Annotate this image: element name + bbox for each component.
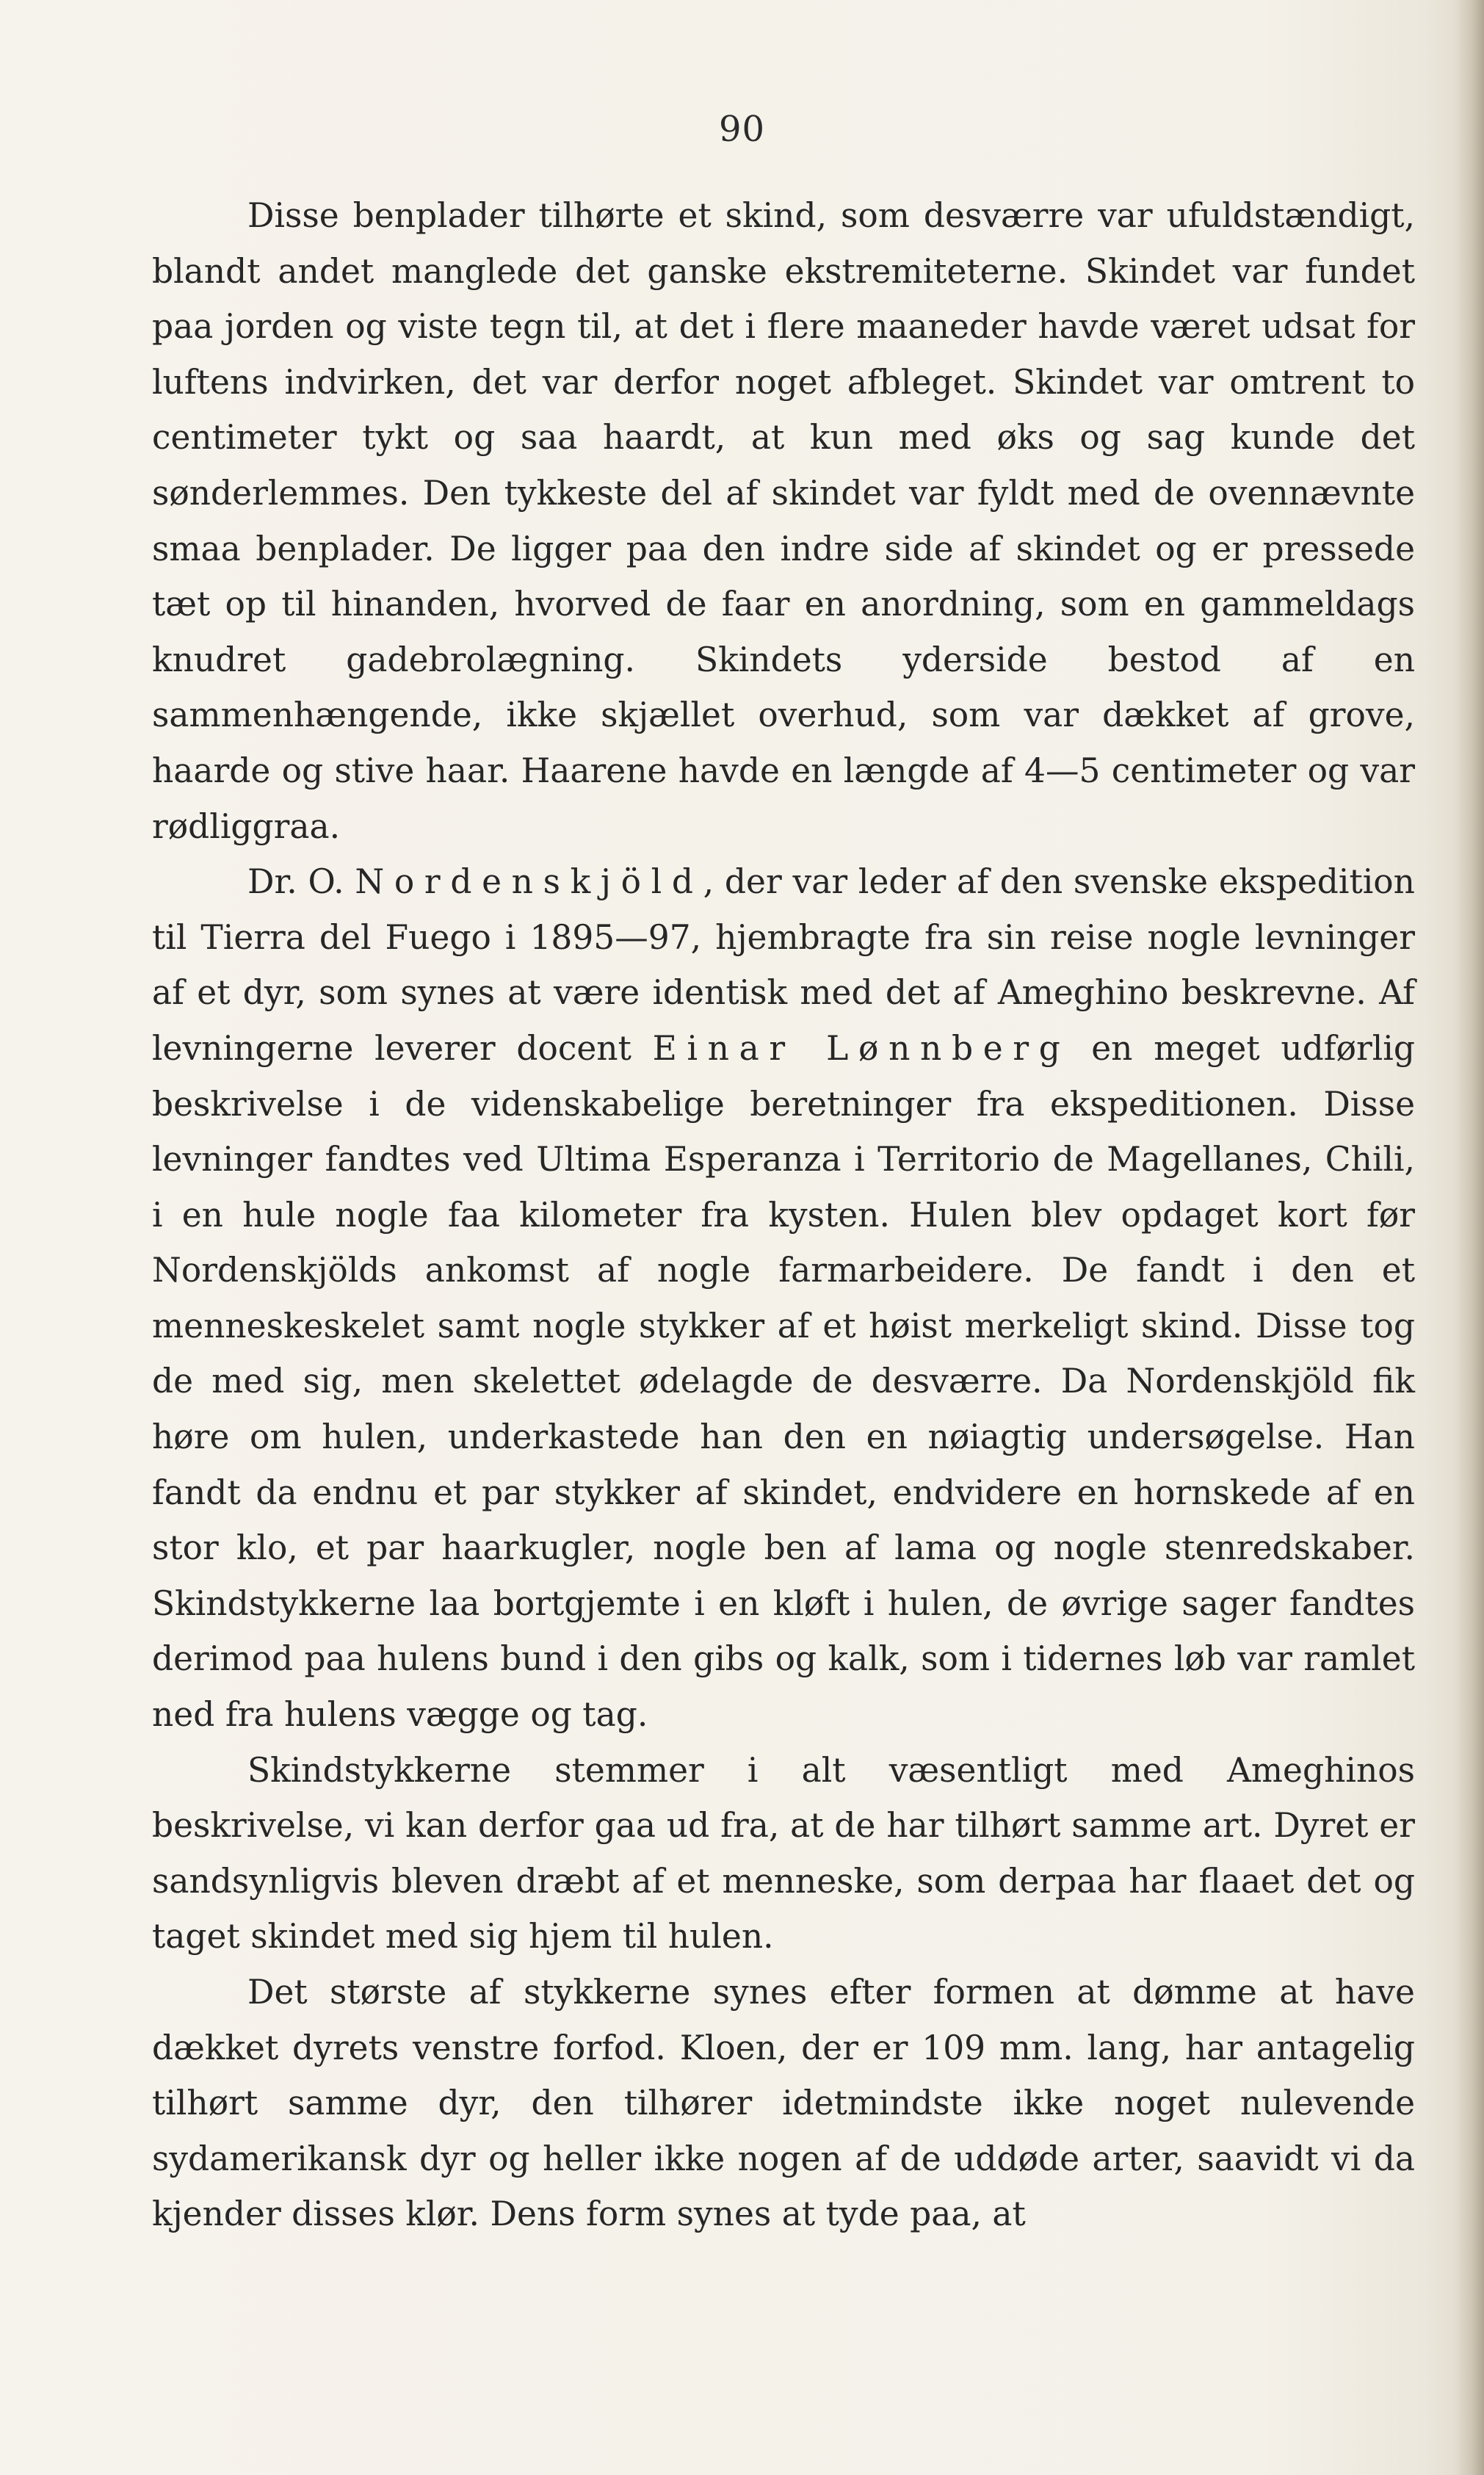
paragraph-2: [152, 854, 1415, 1743]
paragraph-2-intro: Dr. O.: [247, 862, 355, 902]
body-text: [152, 188, 1415, 2242]
paragraph-4: Det største af stykkerne synes efter formen at dømme at have dækket dyrets venstre forfod. Kloen, der er 109 mm. lang, har antagelig tilhørt samme dyr, den tilhører idetmindste ikke noget nulevende sydamerikansk dyr og heller ikke nogen af de uddøde arter, saavidt vi da kjender disses klør. Dens form synes at tyde paa, at: [152, 1973, 1415, 2234]
page-edge-shadow: [1455, 0, 1484, 2475]
paragraph-1: Disse benplader tilhørte et skind, som desværre var ufuldstændigt, blandt andet manglede det ganske ekstremiteterne. Skindet var fundet paa jorden og viste tegn til, at det i flere maaneder havde været udsat for luftens indvirken, det var derfor noget afbleget. Skindet var omtrent to centimeter tykt og saa haardt, at kun med øks og sag kunde det sønderlemmes. Den tykkeste del af skindet var fyldt med de ovennævnte smaa benplader. De ligger paa den indre side af skindet og er pressede tæt op til hinanden, hvorved de faar en anordning, som en gammeldags knudret gadebrolægning. Skindets yderside bestod af en sammenhængende, ikke skjællet overhud, som var dækket af grove, haarde og stive haar. Haarene havde en længde af 4—5 centimeter og var rødliggraa.: [152, 196, 1415, 846]
name-nordenskjold: Nordenskjöld: [355, 862, 703, 902]
paragraph-2-middle: , der var leder af den svenske ekspedition til Tierra del Fuego i 1895—97, hjembragte fra sin reise nogle levninger af et dyr, som synes at være identisk med det af Ameghino beskrevne. Af levningerne leverer docent: [152, 862, 1415, 1068]
paragraph-2-rest: en meget udførlig beskrivelse i de videnskabelige beretninger fra ekspeditionen. Disse levninger fandtes ved Ultima Esperanza i Territorio de Magellanes, Chili, i en hule nogle faa kilometer fra kysten. Hulen blev opdaget kort før Nordenskjölds ankomst af nogle farmarbeidere. De fandt i den et menneskeskelet samt nogle stykker af et høist merkeligt skind. Disse tog de med sig, men skelettet ødelagde de desværre. Da Nordenskjöld fik høre om hulen, underkastede han den en nøiagtig undersøgelse. Han fandt da endnu et par stykker af skindet, endvidere en hornskede af en stor klo, et par haarkugler, nogle ben af lama og nogle stenredskaber. Skindstykkerne laa bortgjemte i en kløft i hulen, de øvrige sager fandtes derimod paa hulens bund i den gibs og kalk, som i tidernes løb var ramlet ned fra hulens vægge og tag.: [152, 1028, 1415, 1735]
paragraph-3: Skindstykkerne stemmer i alt væsentligt med Ameghinos beskrivelse, vi kan derfor gaa ud fra, at de har tilhørt samme art. Dyret er sandsynligvis bleven dræbt af et menneske, som derpaa har flaaet det og taget skindet med sig hjem til hulen.: [152, 1750, 1415, 1956]
name-lonnberg: Einar Lønnberg: [652, 1028, 1071, 1068]
page-number: 90: [718, 109, 766, 150]
